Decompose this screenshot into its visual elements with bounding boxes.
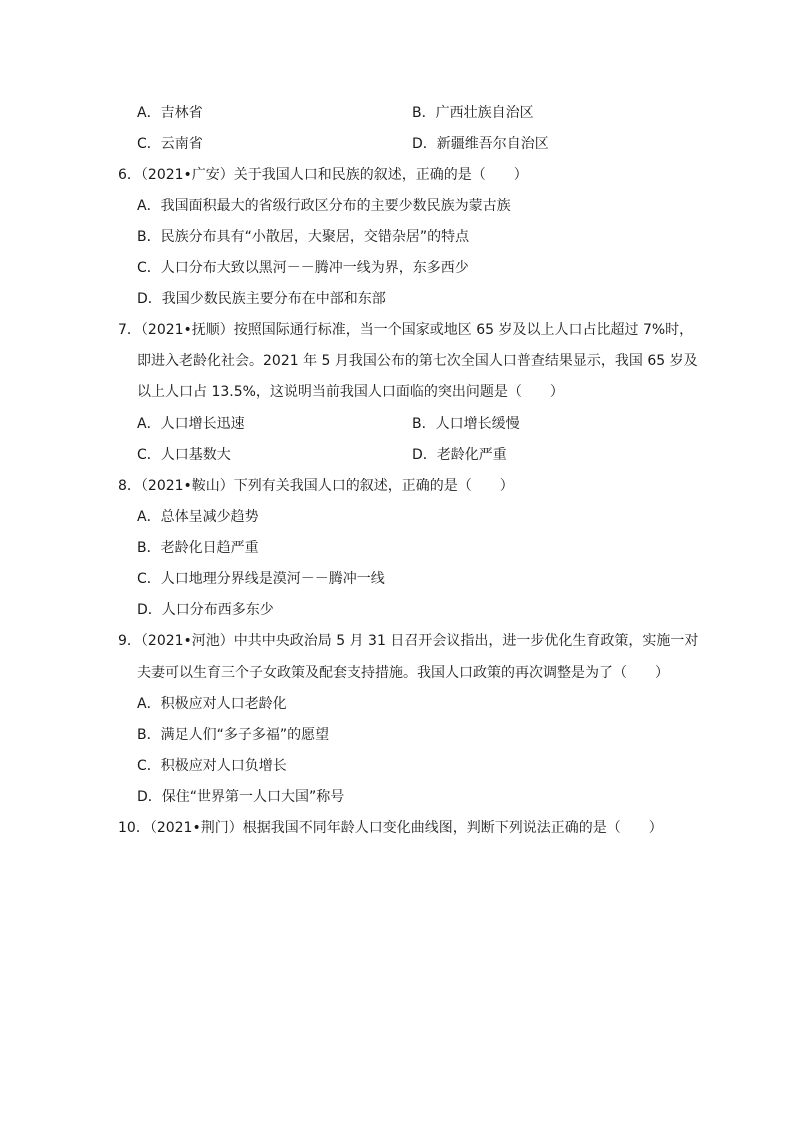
q8-option-a: A．总体呈减少趋势 xyxy=(137,509,259,525)
q5-option-c: C．云南省 xyxy=(137,136,203,152)
q8-stem: 8．（2021•鞍山）下列有关我国人口的叙述，正确的是（ ） xyxy=(118,478,514,494)
q5-option-d: D．新疆维吾尔自治区 xyxy=(412,136,549,152)
q9-option-b: B．满足人们“多子多福”的愿望 xyxy=(137,727,330,743)
q9-option-d: D．保住“世界第一人口大国”称号 xyxy=(137,789,345,805)
q7-stem-line1: 7．（2021•抚顺）按照国际通行标准，当一个国家或地区 65 岁及以上人口占比超过 7%时， xyxy=(118,322,694,338)
q6-option-c: C．人口分布大致以黑河－－腾冲一线为界，东多西少 xyxy=(137,260,469,276)
q7-option-d: D．老龄化严重 xyxy=(412,447,507,463)
q8-option-d: D．人口分布西多东少 xyxy=(137,602,274,618)
q9-stem-line2: 夫妻可以生育三个子女政策及配套支持措施。我国人口政策的再次调整是为了（ ） xyxy=(137,665,669,681)
q9-option-a: A．积极应对人口老龄化 xyxy=(137,696,287,712)
q9-option-c: C．积极应对人口负增长 xyxy=(137,758,287,774)
q8-option-c: C．人口地理分界线是漠河－－腾冲一线 xyxy=(137,571,385,587)
q5-option-b: B．广西壮族自治区 xyxy=(412,105,534,121)
q6-option-a: A．我国面积最大的省级行政区分布的主要少数民族为蒙古族 xyxy=(137,198,511,214)
q6-stem: 6．（2021•广安）关于我国人口和民族的叙述，正确的是（ ） xyxy=(118,167,528,183)
q6-option-b: B．民族分布具有“小散居，大聚居，交错杂居”的特点 xyxy=(137,229,470,245)
q10-stem: 10．（2021•荆门）根据我国不同年龄人口变化曲线图，判断下列说法正确的是（ ） xyxy=(118,820,663,836)
q8-option-b: B．老龄化日趋严重 xyxy=(137,540,259,556)
q6-option-d: D．我国少数民族主要分布在中部和东部 xyxy=(137,291,386,307)
q9-stem-line1: 9．（2021•河池）中共中央政治局 5 月 31 日召开会议指出，进一步优化生育政策，实施一对 xyxy=(118,633,699,649)
q7-option-a: A．人口增长迅速 xyxy=(137,416,245,432)
q5-option-a: A．吉林省 xyxy=(137,105,203,121)
q7-option-c: C．人口基数大 xyxy=(137,447,231,463)
q7-stem-line2: 即进入老龄化社会。2021 年 5 月我国公布的第七次全国人口普查结果显示，我国 65 岁及 xyxy=(137,353,698,369)
q7-option-b: B．人口增长缓慢 xyxy=(412,416,520,432)
q7-stem-line3: 以上人口占 13.5%，这说明当前我国人口面临的突出问题是（ ） xyxy=(137,384,564,400)
